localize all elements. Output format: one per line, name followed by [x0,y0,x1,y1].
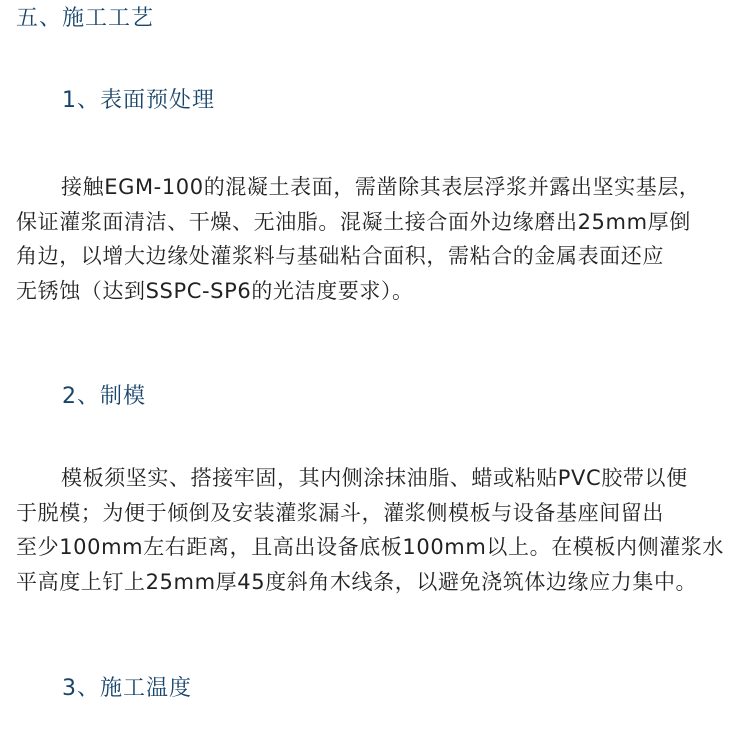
paragraph-line: 无锈蚀（达到SSPC-SP6的光洁度要求）。 [16,278,414,303]
paragraph-line: 平高度上钉上25mm厚45度斜角木线条，以避免浇筑体边缘应力集中。 [16,569,698,594]
paragraph-line: 保证灌浆面清洁、干燥、无油脂。混凝土接合面外边缘磨出25mm厚倒 [16,209,691,234]
paragraph-line: 模板须坚实、搭接牢固，其内侧涂抹油脂、蜡或粘贴PVC胶带以便 [61,466,688,490]
paragraph-surface-prep [16,170,746,308]
paragraph-line: 角边，以增大边缘处灌浆料与基础粘合面积，需粘合的金属表面还应 [16,244,664,268]
paragraph-line: 于脱模；为便于倾倒及安装灌浆漏斗，灌浆侧模板与设备基座间留出 [16,500,664,525]
paragraph-line: 至少100mm左右距离，且高出设备底板100mm以上。在模板内侧灌浆水 [16,535,724,559]
subsection-heading-temperature: 3、施工温度 [62,676,192,701]
subsection-heading-surface-prep: 1、表面预处理 [62,88,215,113]
subsection-heading-formwork: 2、制模 [62,384,146,409]
section-title: 五、施工工艺 [16,6,155,31]
paragraph-formwork [16,461,746,599]
paragraph-line: 接触EGM-100的混凝土表面，需凿除其表层浮浆并露出坚实基层， [61,175,701,199]
